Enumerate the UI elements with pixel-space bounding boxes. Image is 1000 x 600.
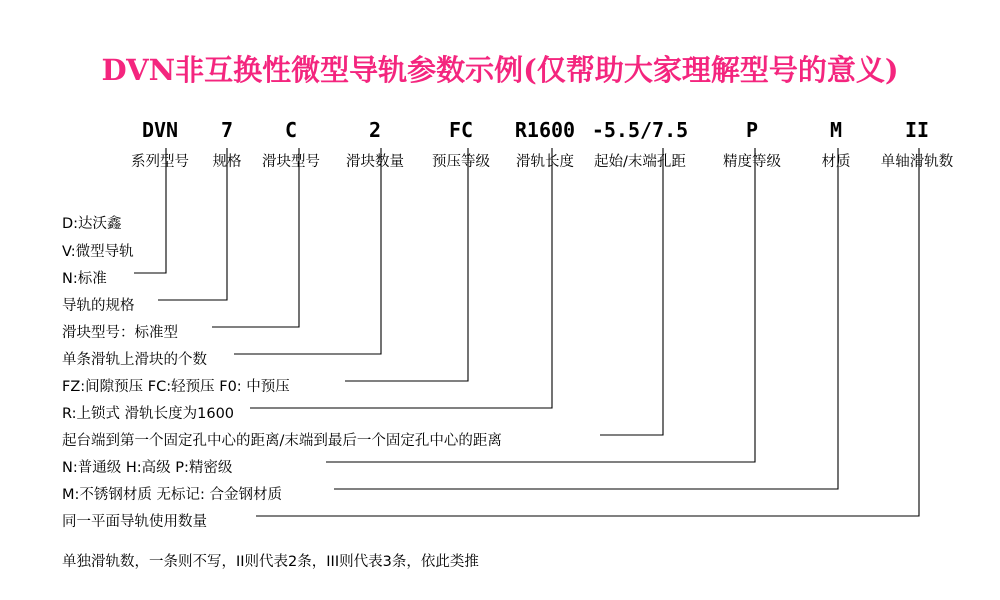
code-token: 7 bbox=[220, 118, 234, 142]
connector-preload bbox=[345, 148, 468, 381]
code-token: M bbox=[829, 118, 843, 142]
code-token: C bbox=[284, 118, 298, 142]
legend-item: 滑块型号：标准型 bbox=[62, 325, 178, 341]
connector-accuracy bbox=[326, 148, 755, 462]
code-token-label: 单轴滑轨数 bbox=[880, 154, 954, 170]
legend-item: M:不锈钢材质 无标记: 合金钢材质 bbox=[62, 487, 282, 503]
code-token: -5.5/7.5 bbox=[591, 118, 689, 142]
code-token-label: 滑块型号 bbox=[262, 154, 320, 170]
code-token-label: 预压等级 bbox=[432, 154, 490, 170]
connector-block-count bbox=[234, 148, 381, 354]
code-token-label: 滑轨长度 bbox=[516, 154, 574, 170]
connector-block-model bbox=[212, 148, 299, 327]
code-token: FC bbox=[448, 118, 474, 142]
code-token: R1600 bbox=[514, 118, 576, 142]
footnote: 单独滑轨数，一条则不写，II则代表2条，III则代表3条，依此类推 bbox=[62, 554, 479, 570]
connector-rail-qty bbox=[256, 148, 919, 516]
code-token-label: 规格 bbox=[212, 154, 242, 170]
legend-item: N:普通级 H:高级 P:精密级 bbox=[62, 460, 233, 476]
legend-item: D:达沃鑫 bbox=[62, 216, 122, 232]
code-token-label: 起始/末端孔距 bbox=[594, 154, 686, 170]
page-title: DVN非互换性微型导轨参数示例(仅帮助大家理解型号的意义) bbox=[101, 53, 899, 87]
code-token: DVN bbox=[141, 118, 179, 142]
code-token: II bbox=[904, 118, 930, 142]
code-token-label: 材质 bbox=[821, 154, 851, 170]
legend-item: 起台端到第一个固定孔中心的距离/末端到最后一个固定孔中心的距离 bbox=[62, 433, 502, 449]
legend-item: 同一平面导轨使用数量 bbox=[62, 514, 207, 530]
connector-rail-length bbox=[250, 148, 552, 408]
legend-item: 单条滑轨上滑块的个数 bbox=[62, 352, 207, 368]
legend-item: V:微型导轨 bbox=[62, 244, 134, 260]
connector-hole-pitch bbox=[600, 148, 663, 435]
code-token: P bbox=[745, 118, 759, 142]
code-token: 2 bbox=[368, 118, 382, 142]
legend-item: N:标准 bbox=[62, 271, 107, 287]
code-token-label: 精度等级 bbox=[723, 154, 781, 170]
code-token-label: 系列型号 bbox=[131, 154, 189, 170]
legend-item: R:上锁式 滑轨长度为1600 bbox=[62, 406, 235, 422]
code-token-label: 滑块数量 bbox=[346, 154, 404, 170]
legend-item: FZ:间隙预压 FC:轻预压 F0: 中预压 bbox=[62, 379, 290, 395]
legend-item: 导轨的规格 bbox=[62, 298, 135, 314]
